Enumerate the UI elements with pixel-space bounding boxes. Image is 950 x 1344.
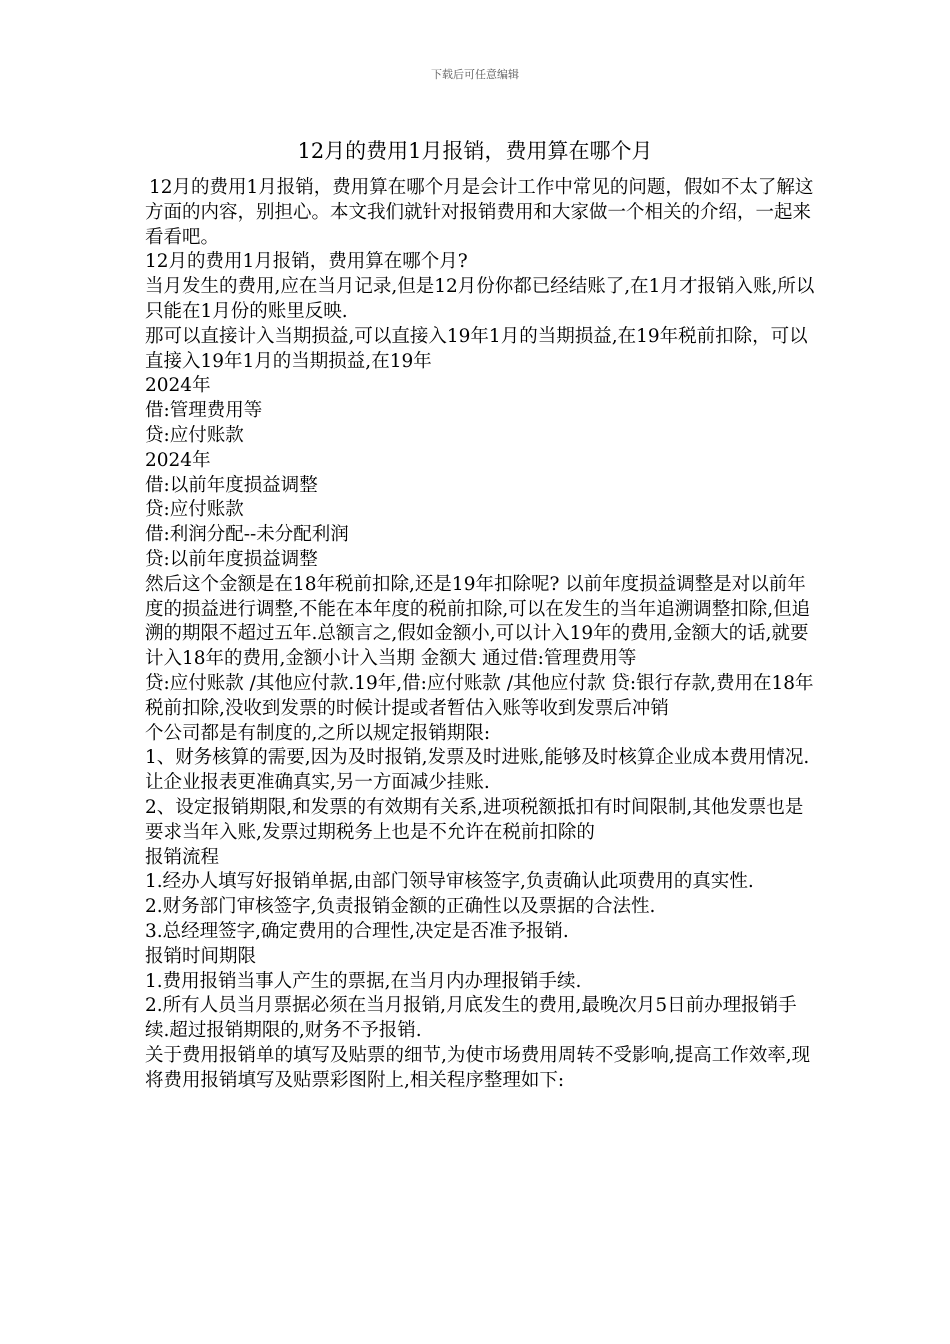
list-item: 1.经办人填写好报销单据,由部门领导审核签字,负责确认此项费用的真实性. <box>145 871 754 893</box>
paragraph: 关于费用报销单的填写及贴票的细节,为使市场费用周转不受影响,提高工作效率,现 将费用报销填写及贴票彩图附上,相关程序整理如下: <box>145 1044 811 1091</box>
journal-entry-line: 贷:以前年度损益调整 <box>145 548 318 570</box>
paragraph: 当月发生的费用,应在当月记录,但是12月份你都已经结账了,在1月才报销入账,所以只能在1月份的账里反映. <box>145 276 815 322</box>
question-heading: 12月的费用1月报销，费用算在哪个月? <box>145 251 468 273</box>
section-heading: 报销时间期限 <box>145 945 257 967</box>
year-line: 2024年 <box>145 449 211 471</box>
header-note: 下载后可任意编辑 <box>431 68 519 81</box>
paragraph: 个公司都是有制度的,之所以规定报销期限: <box>145 722 491 744</box>
list-item: 2.所有人员当月票据必须在当月报销,月底发生的费用,最晚次月5日前办理报销手续.超过报销期限的,财务不予报销. <box>145 995 797 1042</box>
paragraph: 然后这个金额是在18年税前扣除,还是19年扣除呢? 以前年度损益调整是对以前年度的损益进行调整,不能在本年度的税前扣除,可以在发生的当年追溯调整扣除,但追溯的期限不超过五年.总额言之,假如金额小,可以计入19年的费用,金额大的话,就要计入18年的费用,金额小计入当期 金额大 通过借:管理费用等 <box>145 573 811 670</box>
list-item: 3.总经理签字,确定费用的合理性,决定是否准予报销. <box>145 920 569 942</box>
list-item: 1.费用报销当事人产生的票据,在当月内办理报销手续. <box>145 970 582 992</box>
journal-entry-line: 贷:应付账款 <box>145 499 244 521</box>
year-line: 2024年 <box>145 375 211 397</box>
document-title: 12月的费用1月报销，费用算在哪个月 <box>297 139 653 163</box>
paragraph: 那可以直接计入当期损益,可以直接入19年1月的当期损益,在19年税前扣除，可以直接入19年1月的当期损益,在19年 <box>145 325 808 372</box>
journal-entry-line: 借:以前年度损益调整 <box>145 474 318 496</box>
list-item: 2、设定报销期限,和发票的有效期有关系,进项税额抵扣有时间限制,其他发票也是要求当年入账,发票过期税务上也是不允许在税前扣除的 <box>145 796 804 843</box>
section-heading: 报销流程 <box>145 846 220 868</box>
list-item: 2.财务部门审核签字,负责报销金额的正确性以及票据的合法性. <box>145 896 656 918</box>
list-item: 1、财务核算的需要,因为及时报销,发票及时进账,能够及时核算企业成本费用情况.让企业报表更准确真实,另一方面减少挂账. <box>145 747 810 794</box>
journal-entry-line: 借:利润分配--未分配利润 <box>145 524 349 546</box>
journal-entry-line: 贷:应付账款 <box>145 424 244 446</box>
document-body <box>145 176 815 1093</box>
paragraph: 贷:应付账款 /其他应付款.19年,借:应付账款 /其他应付款 贷:银行存款,费用在18年税前扣除,没收到发票的时候计提或者暂估入账等收到发票后冲销 <box>145 672 814 719</box>
intro-paragraph: 12月的费用1月报销，费用算在哪个月是会计工作中常见的问题，假如不太了解这方面的内容，别担心。本文我们就针对报销费用和大家做一个相关的介绍，一起来看看吧。 <box>145 177 814 248</box>
journal-entry-line: 借:管理费用等 <box>145 400 263 422</box>
